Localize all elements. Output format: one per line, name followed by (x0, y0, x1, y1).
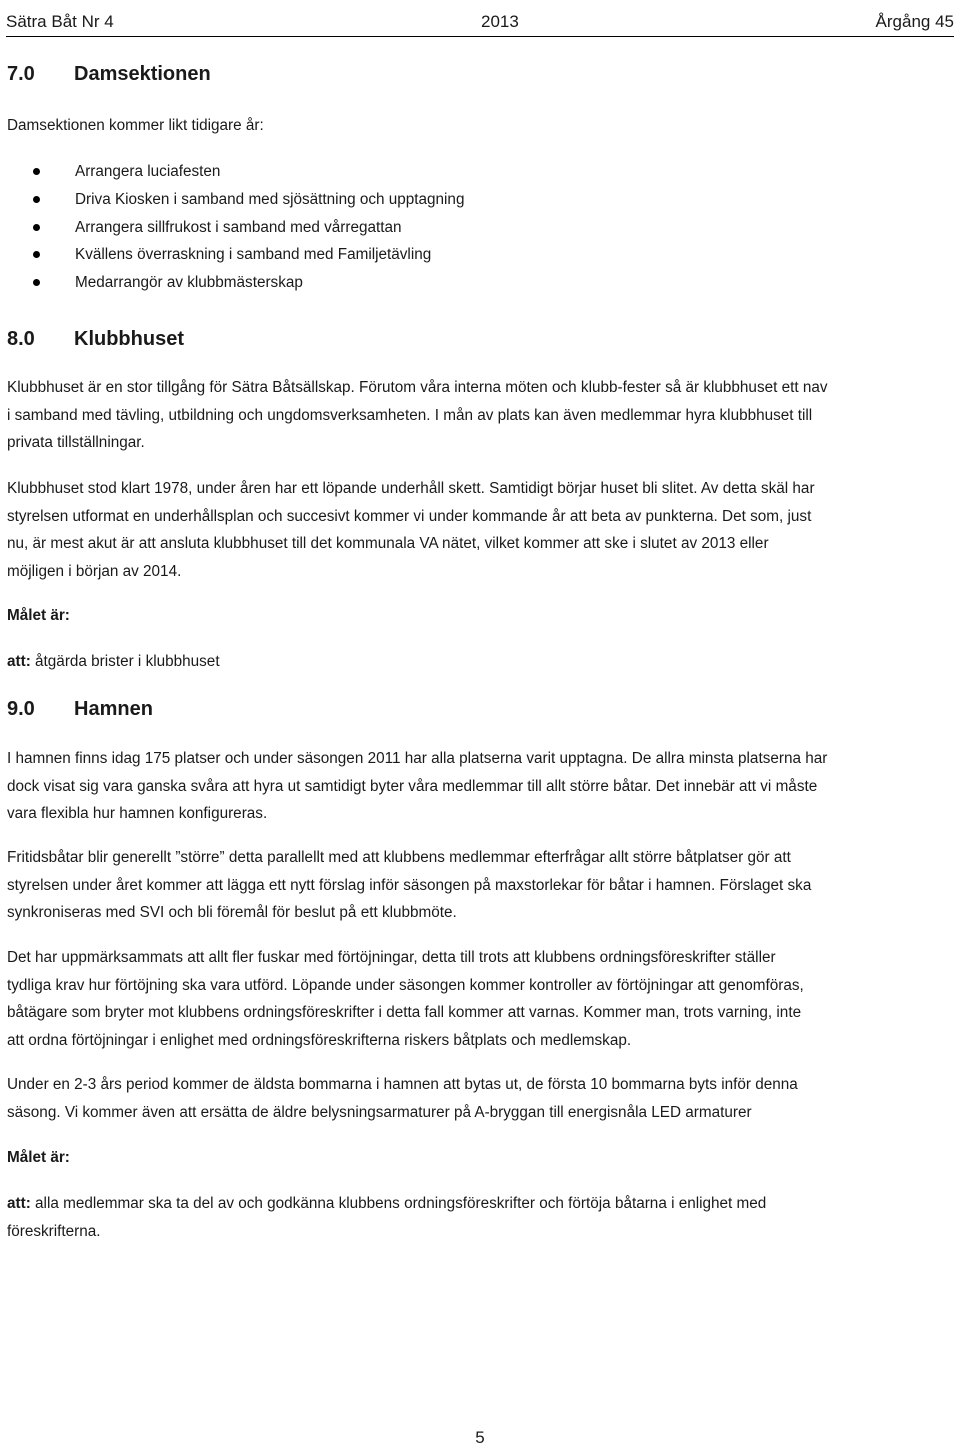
header-publication: Sätra Båt Nr 4 (6, 12, 114, 31)
section-9-paragraph-4: Under en 2-3 års period kommer de äldsta bommarna i hamnen att bytas ut, de första 10 bommarna byts inför denna säsong. Vi kommer även att ersätta de äldre belysningsarmaturer på A-bryggan till energisnåla LED armaturer (7, 1076, 798, 1121)
list-item: Arrangera sillfrukost i samband med vårregattan (7, 214, 464, 242)
section-8-title: Klubbhuset (74, 328, 184, 350)
section-9-goal-label: Målet är: (7, 1149, 70, 1166)
goal-prefix: att: (7, 1195, 31, 1212)
section-8-paragraph-1: Klubbhuset är en stor tillgång för Sätra Båtsällskap. Förutom våra interna möten och klubb-fester så är klubbhuset ett nav i samband med tävling, utbildning och ungdomsverksamheten. I mån av plats kan även medlemmar hyra klubbhuset till privata tillställningar. (7, 379, 828, 451)
section-9-number: 9.0 (7, 698, 35, 720)
section-8-paragraph-2: Klubbhuset stod klart 1978, under åren har ett löpande underhåll skett. Samtidigt börjar huset bli slitet. Av detta skäl har styrelsen utformat en underhållsplan och succesivt kommer vi under kommande år att beta av punkterna. Det som, just nu, är mest akut är att ansluta klubbhuset till det kommunala VA nätet, vilket kommer att ske i slutet av 2013 eller möjligen i början av 2014. (7, 480, 815, 580)
goal-text: åtgärda brister i klubbhuset (30, 653, 220, 670)
section-7-intro: Damsektionen kommer likt tidigare år: (7, 117, 264, 134)
section-7-list (7, 158, 464, 297)
header-volume: Årgång 45 (875, 12, 954, 31)
list-item: Driva Kiosken i samband med sjösättning och upptagning (7, 186, 464, 214)
bullet-icon (33, 168, 40, 175)
section-8-heading (7, 328, 184, 351)
list-item: Kvällens överraskning i samband med Familjetävling (7, 241, 464, 269)
section-9-title: Hamnen (74, 698, 153, 720)
header-year: 2013 (481, 12, 519, 31)
goal-text: alla medlemmar ska ta del av och godkänna klubbens ordningsföreskrifter och förtöja båtarna i enlighet med (30, 1195, 767, 1212)
list-item: Medarrangör av klubbmästerskap (7, 269, 464, 297)
section-7-title: Damsektionen (74, 63, 211, 85)
section-9-goal: att: alla medlemmar ska ta del av och godkänna klubbens ordningsföreskrifter och förtöja båtarna i enlighet med föreskrifterna. (7, 1195, 767, 1240)
bullet-icon (33, 251, 40, 258)
section-7-heading (7, 63, 211, 86)
goal-prefix: att: (7, 653, 31, 670)
section-8-goal (7, 648, 955, 676)
page-header (6, 8, 954, 37)
section-8-number: 8.0 (7, 328, 35, 350)
section-9-paragraph-1: I hamnen finns idag 175 platser och under säsongen 2011 har alla platserna varit upptagna. De allra minsta platserna har dock visat sig vara ganska svåra att hyra ut samtidigt byter våra medlemmar till allt större båtar. Det innebär att vi måste vara flexibla hur hamnen konfigureras. (7, 750, 828, 822)
section-9-paragraph-2: Fritidsbåtar blir generellt ”större” detta parallellt med att klubbens medlemmar efterfrågar allt större båtplatser gör att styrelsen under året kommer att lägga ett nytt förslag inför säsongen på maxstorlekar för båtar i hamnen. Förslaget ska synkroniseras med SVI och bli föremål för beslut på ett klubbmöte. (7, 849, 812, 921)
section-8-goal-label: Målet är: (7, 607, 70, 624)
list-item: Arrangera luciafesten (7, 158, 464, 186)
page-number: 5 (475, 1428, 485, 1447)
bullet-icon (33, 196, 40, 203)
section-7-number: 7.0 (7, 63, 35, 85)
bullet-icon (33, 279, 40, 286)
bullet-icon (33, 224, 40, 231)
section-9-heading (7, 698, 153, 721)
section-9-paragraph-3: Det har uppmärksammats att allt fler fuskar med förtöjningar, detta till trots att klubbens ordningsföreskrifter ställer tydliga krav hur förtöjning ska vara utförd. Löpande under säsongen kommer kontroller av förtöjningar att genomföras, båtägare som bryter mot klubbens ordningsföreskrifter i detta fall kommer att varnas. Kommer man, trots varning, inte att ordna förtöjningar i enlighet med ordningsföreskrifterna riskers båtplats och medlemskap. (7, 949, 804, 1049)
